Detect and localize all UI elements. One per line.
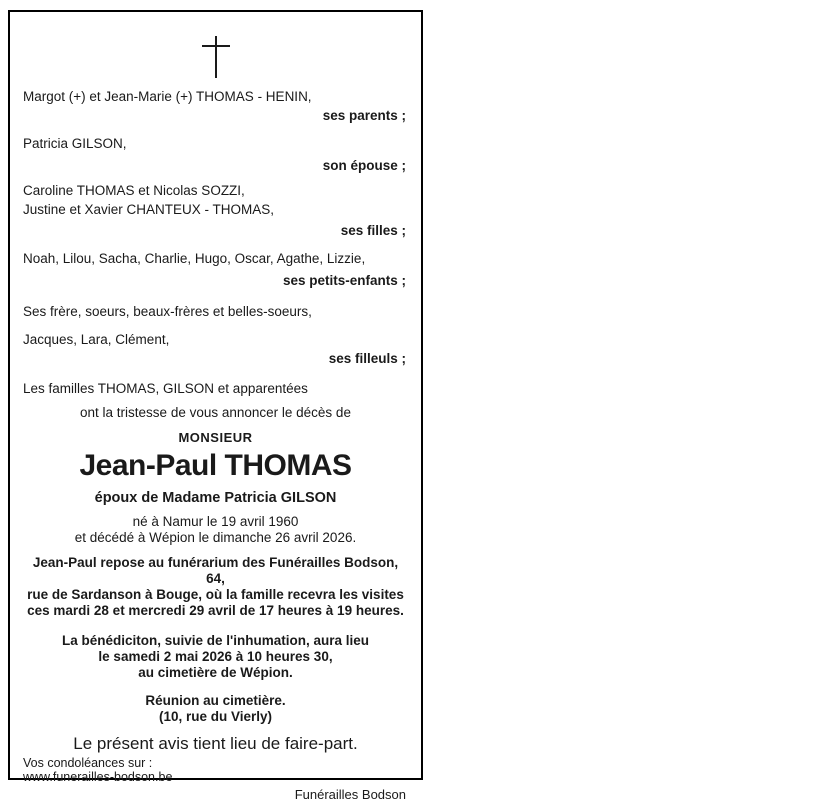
parents-label: ses parents ; bbox=[322, 108, 406, 123]
deceased-name: Jean-Paul THOMAS bbox=[79, 449, 352, 482]
parents-line: Margot (+) et Jean-Marie (+) THOMAS - HENIN, bbox=[23, 89, 312, 104]
obituary-card bbox=[8, 10, 423, 802]
birth-death-block bbox=[23, 514, 408, 546]
ceremony-line-2: le samedi 2 mai 2026 à 10 heures 30, bbox=[98, 649, 333, 664]
daughters-line-2: Justine et Xavier CHANTEUX - THOMAS, bbox=[23, 202, 275, 217]
families-line: Les familles THOMAS, GILSON et apparentées bbox=[23, 381, 308, 396]
ceremony-line-1: La bénédiciton, suivie de l'inhumation, aura lieu bbox=[61, 633, 369, 648]
daughters-line-1: Caroline THOMAS et Nicolas SOZZI, bbox=[23, 183, 245, 198]
reunion-line-2: (10, rue du Vierly) bbox=[158, 709, 273, 724]
ceremony-line-3: au cimetière de Wépion. bbox=[138, 665, 293, 680]
cross-icon-row bbox=[23, 36, 408, 78]
visitation-line-3: ces mardi 28 et mercredi 29 avril de 17 heures à 19 heures. bbox=[27, 603, 404, 618]
grandchildren-line: Noah, Lilou, Sacha, Charlie, Hugo, Oscar, Agathe, Lizzie, bbox=[23, 251, 366, 266]
condolences-label: Vos condoléances sur : bbox=[23, 756, 153, 770]
spouse-of-line: époux de Madame Patricia GILSON bbox=[94, 490, 337, 506]
condolences-block bbox=[23, 756, 408, 784]
ceremony-paragraph bbox=[23, 633, 408, 681]
visitation-paragraph bbox=[23, 555, 408, 619]
spouse-label: son épouse ; bbox=[322, 158, 406, 173]
funeral-home-signature: Funérailles Bodson bbox=[294, 787, 406, 802]
spouse-line: Patricia GILSON, bbox=[23, 136, 127, 151]
birth-line: né à Namur le 19 avril 1960 bbox=[132, 514, 299, 529]
godchildren-line: Jacques, Lara, Clément, bbox=[23, 332, 170, 347]
death-line: et décédé à Wépion le dimanche 26 avril 2026. bbox=[74, 530, 357, 545]
reunion-paragraph bbox=[23, 693, 408, 725]
siblings-line: Ses frère, soeurs, beaux-frères et belles-soeurs, bbox=[23, 304, 312, 319]
visitation-line-1: Jean-Paul repose au funérarium des Funérailles Bodson, 64, bbox=[32, 555, 399, 586]
website-url: www.funerailles-bodson.be bbox=[23, 770, 173, 784]
visitation-line-2: rue de Sardanson à Bouge, où la famille recevra les visites bbox=[27, 587, 404, 602]
latin-cross-icon bbox=[202, 36, 230, 78]
godchildren-label: ses filleuls ; bbox=[328, 351, 406, 366]
grandchildren-label: ses petits-enfants ; bbox=[282, 273, 406, 288]
reunion-line-1: Réunion au cimetière. bbox=[145, 693, 286, 708]
cross-horizontal-bar bbox=[202, 45, 230, 47]
daughters-label: ses filles ; bbox=[340, 223, 406, 238]
faire-part-notice: Le présent avis tient lieu de faire-part. bbox=[73, 734, 358, 753]
cross-vertical-bar bbox=[215, 36, 217, 78]
announcement-title: MONSIEUR bbox=[178, 430, 253, 445]
announcement-intro: ont la tristesse de vous annoncer le décès de bbox=[80, 405, 351, 420]
